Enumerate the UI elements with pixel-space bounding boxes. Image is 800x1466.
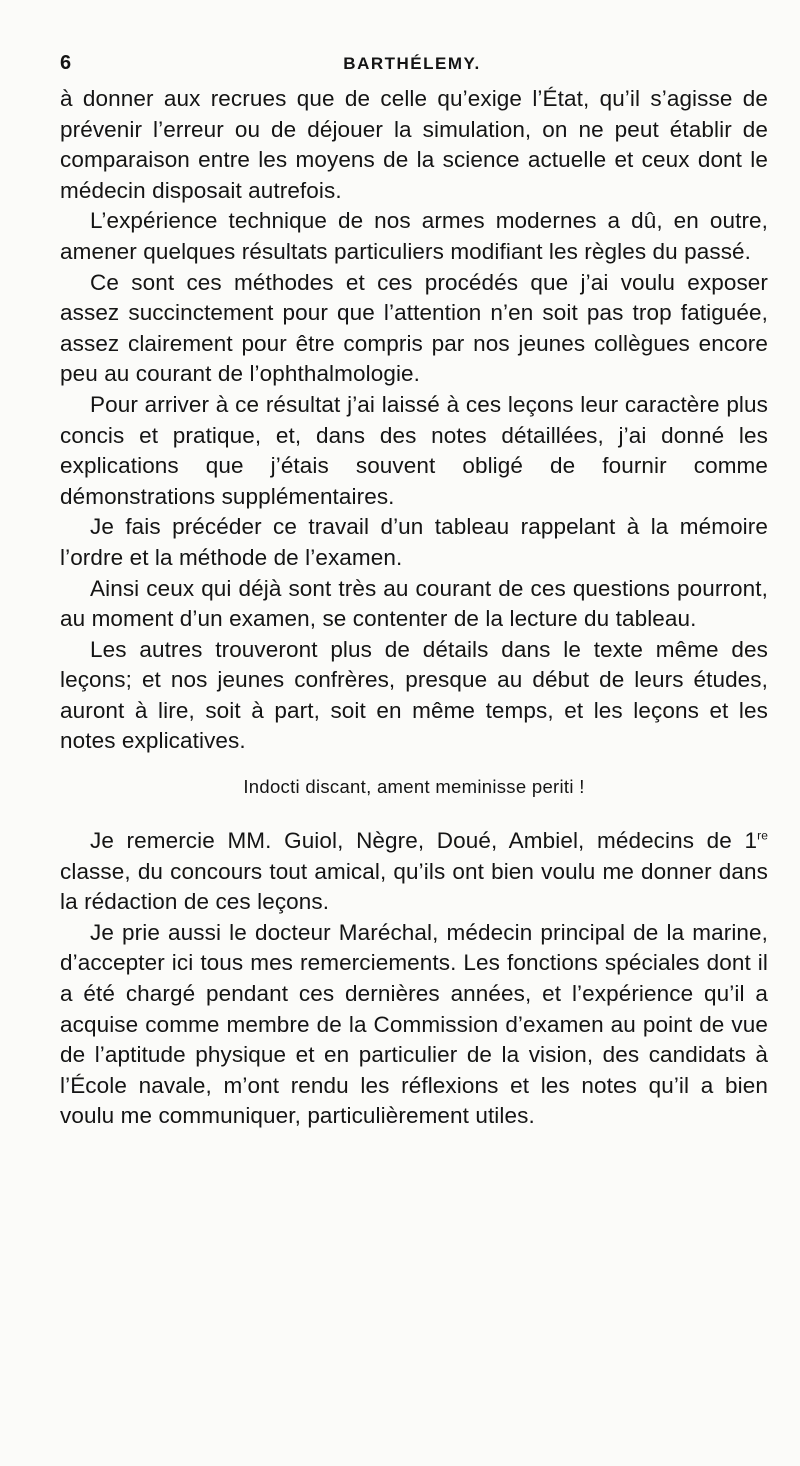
ordinal-superscript: re	[757, 828, 768, 843]
acknowledgment-paragraph	[60, 826, 768, 918]
acknowledgment-text: Je remercie MM. Guiol, Nègre, Doué, Ambiel, médecins de 1	[90, 828, 758, 854]
acknowledgment-text: classe, du concours tout amical, qu’ils ont bien voulu me donner dans la rédaction de ces leçons.	[60, 858, 768, 915]
paragraph: Les autres trouveront plus de détails dans le texte même des leçons; et nos jeunes confrères, presque au début de leurs études, auront à lire, soit à part, soit en même temps, et les leçons et les notes explicatives.	[60, 636, 768, 754]
page-header	[60, 52, 764, 82]
paragraph: L’expérience technique de nos armes modernes a dû, en outre, amener quelques résultats particuliers modifiant les règles du passé.	[60, 208, 768, 264]
running-head: BARTHÉLEMY.	[343, 54, 481, 73]
paragraph: Ce sont ces méthodes et ces procédés que j’ai voulu exposer assez succinctement pour que l’attention n’en soit pas trop fatiguée, assez clairement pour être compris par nos jeunes collègues encore peu au courant de l’ophthalmologie.	[60, 269, 768, 387]
paragraph-continuation: à donner aux recrues que de celle qu’exige l’État, qu’il s’agisse de prévenir l’erreur ou de déjouer la simulation, on ne peut établir de comparaison entre les moyens de la science actuelle et ceux dont le médecin disposait autrefois.	[60, 86, 768, 203]
page-number: 6	[60, 52, 72, 74]
paragraph: Ainsi ceux qui déjà sont très au courant de ces questions pourront, au moment d’un examen, se contenter de la lecture du tableau.	[60, 575, 768, 632]
acknowledgment-paragraph: Je prie aussi le docteur Maréchal, médecin principal de la marine, d’accepter ici tous mes remerciements. Les fonctions spéciales dont il a été chargé pendant ces dernières années, et l’expérience qu’il a acquise comme membre de la Commission d’examen au point de vue de l’aptitude physique et en particulier de la vision, des candidats à l’École navale, m’ont rendu les réflexions et les notes qu’il a bien voulu me communiquer, particulièrement utiles.	[60, 919, 768, 1129]
paragraph: Je fais précéder ce travail d’un tableau rappelant à la mémoire l’ordre et la méthode de l’examen.	[60, 514, 768, 570]
body-text	[60, 84, 768, 1132]
latin-motto: Indocti discant, ament meminisse periti !	[243, 776, 585, 798]
paragraph: Pour arriver à ce résultat j’ai laissé à ces leçons leur caractère plus concis et pratique, et, dans des notes détaillées, j’ai donné les explications que j’étais souvent obligé de fournir comme démonstrations supplémentaires.	[60, 391, 768, 509]
